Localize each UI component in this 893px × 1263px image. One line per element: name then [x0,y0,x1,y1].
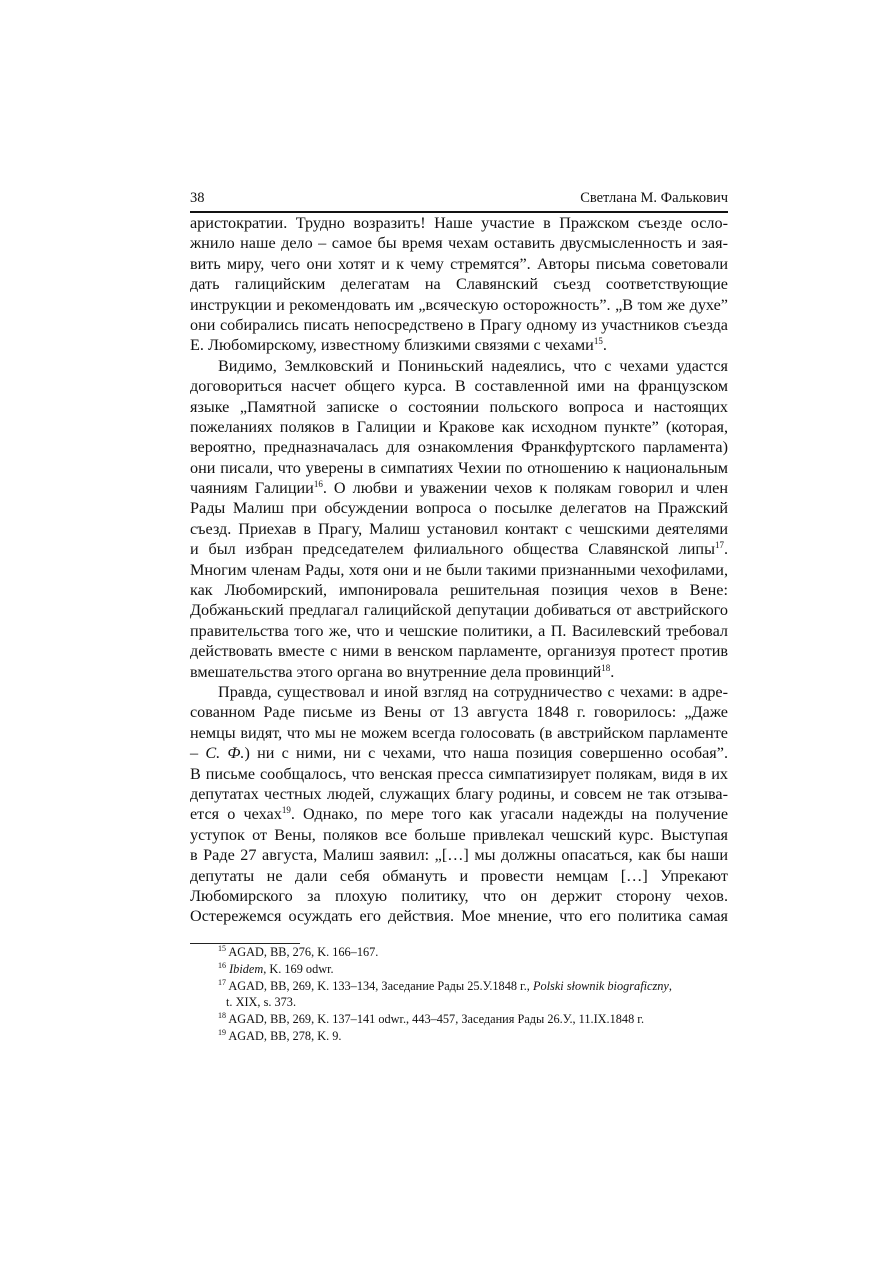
text-line [190,723,728,743]
text-line [190,682,728,702]
text-line [190,641,728,661]
text-line [190,539,728,559]
text-segment: Остережемся осуждать его действия. Мое мнение, что его политика самая [190,907,728,926]
text-segment: . [602,336,607,355]
footnote [218,944,728,961]
footnote [218,994,728,1011]
text-segment: С. Ф. [205,744,245,763]
text-line [190,478,728,498]
footnote-reference: 17 [218,977,226,987]
text-segment: вить миру, чего они хотят и к чему стремятся”. Авторы письма советовали [190,254,728,273]
text-segment: депутатах честных людей, служащих благу родины, и совсем не так отзыва- [190,784,728,803]
text-line [190,417,728,437]
text-segment: AGAD, BB, 278, K. 9. [226,1028,342,1043]
text-segment: ется о чехах [190,805,282,824]
text-line [190,397,728,417]
text-segment: AGAD, BB, 269, K. 133–134, Заседание Рады 25.У.1848 г., [226,978,533,993]
text-line [190,376,728,396]
footnote-reference: 17 [714,540,724,551]
text-segment: пожеланиях поляков в Галиции и Кракове как исходном пункте” (которая, [190,417,728,436]
text-line [190,274,728,294]
text-segment: языке „Памятной записке о состоянии польского вопроса и настоящих [190,397,728,416]
text-segment: Видимо, Землковский и Пониньский надеялись, что с чехами удастся [218,356,728,375]
footnotes [218,944,728,1045]
text-line [190,866,728,886]
text-line [190,804,728,824]
text-segment: как Любомирский, импонировала решительная позиция чехов в Вене: [190,581,728,600]
footnote [218,1011,728,1028]
text-segment: Правда, существовал и иной взгляд на сотрудничество с чехами: в адре- [218,682,728,701]
running-header [190,190,728,210]
text-segment: правительства того же, что и чешские политики, а П. Василевский требовал [190,621,728,640]
text-segment: t. XIX, s. 373. [226,995,297,1010]
text-segment: жнило наше дело – самое бы время чехам оставить двусмысленность и зая- [190,234,728,253]
text-segment: немцы видят, что мы не можем всегда голосовать (в австрийском парламенте [190,723,728,742]
text-segment: Многим членам Рады, хотя они и не были такими признанными чехофилами, [190,560,728,579]
text-line [190,335,728,355]
running-header-author: Светлана М. Фалькович [580,190,728,206]
text-segment: . [610,662,615,681]
footnote [218,1028,728,1045]
text-line [190,600,728,620]
text-line [190,580,728,600]
footnote-reference: 16 [218,960,226,970]
text-segment: . О любви и уважении чехов к полякам говорил и член [322,479,728,498]
text-segment: . [723,540,728,559]
text-segment: и был избран председателем филиального общества Славянской липы [190,540,715,559]
text-line [190,743,728,763]
text-segment: инструкции и рекомендовать им „всяческую осторожность”. „В том же духе” [190,295,728,314]
text-line [190,295,728,315]
footnote-reference: 18 [601,662,611,673]
text-segment: уступок от Вены, поляков все больше привлекал чешский курс. Выступая [190,825,728,844]
text-line [190,254,728,274]
text-segment: сованном Раде письме из Вены от 13 августа 1848 г. говорилось: „Даже [190,703,728,722]
text-line [190,784,728,804]
text-segment: в Раде 27 августа, Малиш заявил: „[…] мы должны опасаться, как бы наши [190,846,728,865]
footnote-reference: 19 [218,1027,226,1037]
text-segment: они собирались писать непосредствено в Прагу одному из участников съезда [190,315,728,334]
page-number: 38 [190,190,205,206]
text-segment: Е. Любомирскому, известному близкими связями с чехами [190,336,594,355]
text-segment: В письме сообщалось, что венская пресса симпатизирует полякам, видя в их [190,764,728,783]
text-line [190,764,728,784]
text-segment: AGAD, BB, 269, K. 137–141 odwr., 443–457, Заседания Рады 26.У., 11.IX.1848 г. [226,1012,645,1027]
text-segment: AGAD, BB, 276, K. 166–167. [226,945,379,959]
footnote-reference: 18 [218,1011,226,1021]
text-line [190,621,728,641]
footnote-reference: 15 [218,944,226,953]
text-segment: Ibidem [229,961,264,976]
footnote-reference: 19 [281,805,291,816]
text-segment: Polski słownik biograficzny [532,978,669,993]
footnote-reference: 16 [313,479,323,490]
text-segment: аристократии. Трудно возразить! Наше участие в Пражском съезде осло- [190,214,728,232]
text-segment: Добжаньский предлагал галицийской депутации добиваться от австрийского [190,601,728,620]
text-segment: Любомирского за плохую политику, что он держит сторону чехов. [190,886,728,905]
text-line [190,458,728,478]
text-segment: дать галицийским делегатам на Славянский съезд соответствующие [190,275,728,294]
text-line [190,233,728,253]
text-line [190,825,728,845]
text-segment: съезд. Приехав в Прагу, Малиш установил контакт с чешскими деятелями [190,519,728,538]
text-line [190,662,728,682]
text-segment: – [190,744,206,763]
footnote [218,978,728,995]
text-line [190,845,728,865]
text-line [190,560,728,580]
text-line [190,906,728,926]
footnote [218,961,728,978]
text-segment: депутаты не дали себя обмануть и провести немцам […] Упрекают [190,866,728,885]
text-line [190,519,728,539]
text-line [190,315,728,335]
text-line [190,886,728,906]
text-segment: действовать вместе с ними в венском парламенте, организуя протест против [190,642,728,661]
body-text [190,213,728,927]
text-segment: , K. 169 odwr. [263,961,334,976]
text-segment: вмешательства этого органа во внутренние дела провинций [190,662,602,681]
text-line [190,356,728,376]
text-segment: договориться насчет общего курса. В составленной ими на французском [190,377,728,396]
text-segment: , [668,978,672,993]
text-line [190,437,728,457]
text-segment: . Однако, по мере того как угасали надежды на получение [290,805,729,824]
text-segment: ) ни с ними, ни с чехами, что наша позиция совершенно особая”. [244,744,728,763]
text-segment: Рады Малиш при обсуждении вопроса о посылке делегатов на Пражский [190,499,728,518]
text-segment: чаяниям Галиции [190,479,314,498]
text-line [190,702,728,722]
text-segment: вероятно, предназначалась для ознакомления Франкфуртского парламента) [190,438,728,457]
text-line [190,213,728,233]
footnote-reference: 15 [593,336,603,347]
text-line [190,498,728,518]
text-segment: они писали, что уверены в симпатиях Чехии по отношению к национальным [190,458,728,477]
